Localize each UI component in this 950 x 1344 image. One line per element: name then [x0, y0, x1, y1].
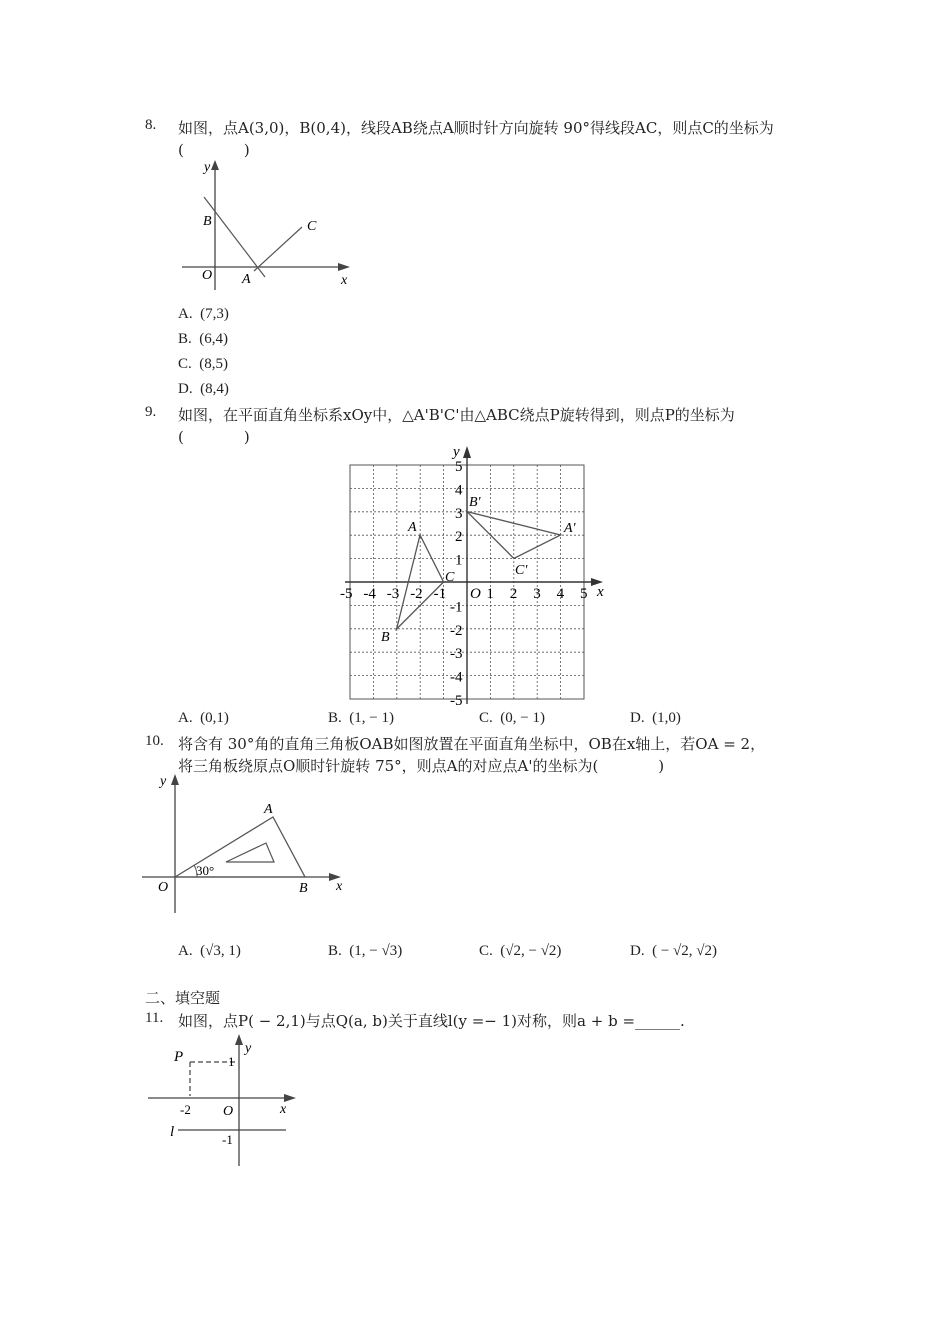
q8-label-A: A — [242, 272, 251, 287]
q9-label-B-prime: B' — [469, 495, 481, 510]
q10-label-x: x — [336, 879, 343, 894]
q10-option-b[interactable]: B. (1, − √3) — [328, 943, 403, 959]
q9-option-a[interactable]: A. (0,1) — [178, 710, 229, 726]
q10-label-y: y — [160, 774, 167, 789]
q9-option-b[interactable]: B. (1, − 1) — [328, 710, 394, 726]
q9-y-tick-label: -5 — [450, 693, 463, 709]
q10-option-c[interactable]: C. (√2, − √2) — [479, 943, 562, 959]
q9-label-C-prime: C' — [515, 563, 528, 578]
q9-x-tick-label: -2 — [410, 586, 423, 602]
q9-number: 9. — [145, 404, 157, 420]
q9-y-arrow — [463, 446, 471, 458]
q9-label-A: A — [408, 520, 417, 535]
q9-y-tick-label: 2 — [455, 529, 463, 546]
q9-text: 如图，在平面直角坐标系xOy中，△A'B'C'由△ABC绕点P旋转得到，则点P的坐标为 — [178, 406, 735, 424]
q8-option-c[interactable]: C. (8,5) — [178, 356, 229, 372]
q8-x-arrow — [338, 263, 350, 271]
q11-label-neg2: -2 — [180, 1102, 191, 1117]
q8-label-B: B — [203, 214, 212, 229]
q11-text: 如图，点P( − 2,1)与点Q(a, b)关于直线l(y =− 1)对称，则a + b =______. — [178, 1012, 685, 1030]
q10-inner-triangle — [226, 843, 274, 862]
q10-option-a[interactable]: A. (√3, 1) — [178, 943, 241, 959]
q10-label-A: A — [264, 802, 273, 817]
q9-y-tick-label: 4 — [455, 482, 463, 499]
q9-y-tick-label: -1 — [450, 599, 463, 616]
q8-y-arrow — [211, 160, 219, 170]
q9-x-tick-label: 1 — [486, 586, 494, 602]
q8-number: 8. — [145, 117, 157, 133]
q10-label-angle: 30° — [196, 863, 215, 878]
q10-number: 10. — [145, 733, 164, 749]
q10-text-line1: 将含有 30°角的直角三角板OAB如图放置在平面直角坐标中，OB在x轴上，若OA = 2， — [178, 735, 766, 753]
q9-option-d[interactable]: D. (1,0) — [630, 710, 681, 726]
q10-label-O: O — [158, 880, 169, 895]
q11-y-arrow — [235, 1034, 243, 1045]
q9-x-tick-label: 2 — [509, 586, 518, 602]
q8-option-b[interactable]: B. (6,4) — [178, 331, 229, 347]
q8-figure — [170, 155, 370, 295]
q9-y-tick-label: 3 — [455, 505, 463, 522]
q10-label-B: B — [299, 881, 308, 896]
q8-answer-paren: ( ) — [178, 141, 250, 159]
q10-y-arrow — [171, 774, 179, 785]
q9-option-c[interactable]: C. (0, − 1) — [479, 710, 545, 726]
q8-label-y: y — [204, 160, 211, 175]
q10-text-line2: 将三角板绕原点O顺时针旋转 75°，则点A的对应点A'的坐标为( ) — [178, 757, 665, 775]
q9-answer-paren: ( ) — [178, 428, 250, 446]
q9-y-tick-label: 1 — [455, 552, 463, 569]
q9-label-O: O — [470, 586, 481, 602]
q8-text: 如图，点A(3,0)，B(0,4)，线段AB绕点A顺时针方向旋转 90°得线段AC，则点C的坐标为 — [178, 119, 774, 137]
q11-label-neg1: -1 — [222, 1132, 233, 1147]
q8-segment-AC — [254, 227, 302, 271]
section-title: 二、填空题 — [145, 989, 221, 1007]
q9-figure — [335, 440, 620, 710]
q11-label-x: x — [280, 1102, 287, 1117]
q9-label-y: y — [453, 444, 460, 460]
q10-option-d[interactable]: D. ( − √2, √2) — [630, 943, 718, 959]
q9-x-tick-label: -1 — [433, 586, 447, 602]
q9-label-B: B — [381, 630, 390, 645]
q9-label-A-prime: A' — [564, 521, 576, 536]
q8-option-a[interactable]: A. (7,3) — [178, 306, 229, 322]
q9-x-tick-labels — [340, 586, 588, 602]
q9-label-x: x — [597, 584, 604, 600]
q11-number: 11. — [145, 1010, 164, 1026]
q8-label-C: C — [307, 219, 317, 234]
q11-label-O: O — [223, 1104, 234, 1119]
q11-x-arrow — [284, 1094, 296, 1102]
q10-triangle-OAB — [175, 817, 305, 877]
q9-y-tick-label: 5 — [455, 459, 463, 475]
q11-label-y: y — [245, 1041, 252, 1056]
q9-label-C: C — [445, 570, 455, 585]
q8-segment-AB — [204, 197, 265, 277]
q11-label-1: 1 — [228, 1054, 235, 1069]
q11-label-l: l — [170, 1124, 175, 1140]
q11-label-P: P — [174, 1049, 184, 1065]
q8-option-d[interactable]: D. (8,4) — [178, 381, 229, 397]
q9-x-tick-label: 5 — [580, 586, 588, 602]
q9-x-tick-label: -5 — [340, 586, 353, 602]
q8-label-O: O — [202, 268, 213, 283]
q8-label-x: x — [341, 273, 348, 288]
q9-x-tick-label: 3 — [533, 586, 541, 602]
q10-figure — [140, 765, 360, 915]
q9-x-tick-label: -3 — [386, 586, 400, 602]
q11-figure — [140, 1030, 300, 1170]
q9-y-tick-label: -2 — [450, 622, 463, 639]
q9-y-tick-label: -4 — [450, 669, 463, 686]
q9-y-tick-label: -3 — [450, 646, 463, 663]
q9-x-tick-label: -4 — [363, 586, 376, 602]
q9-x-tick-label: 4 — [556, 586, 565, 602]
